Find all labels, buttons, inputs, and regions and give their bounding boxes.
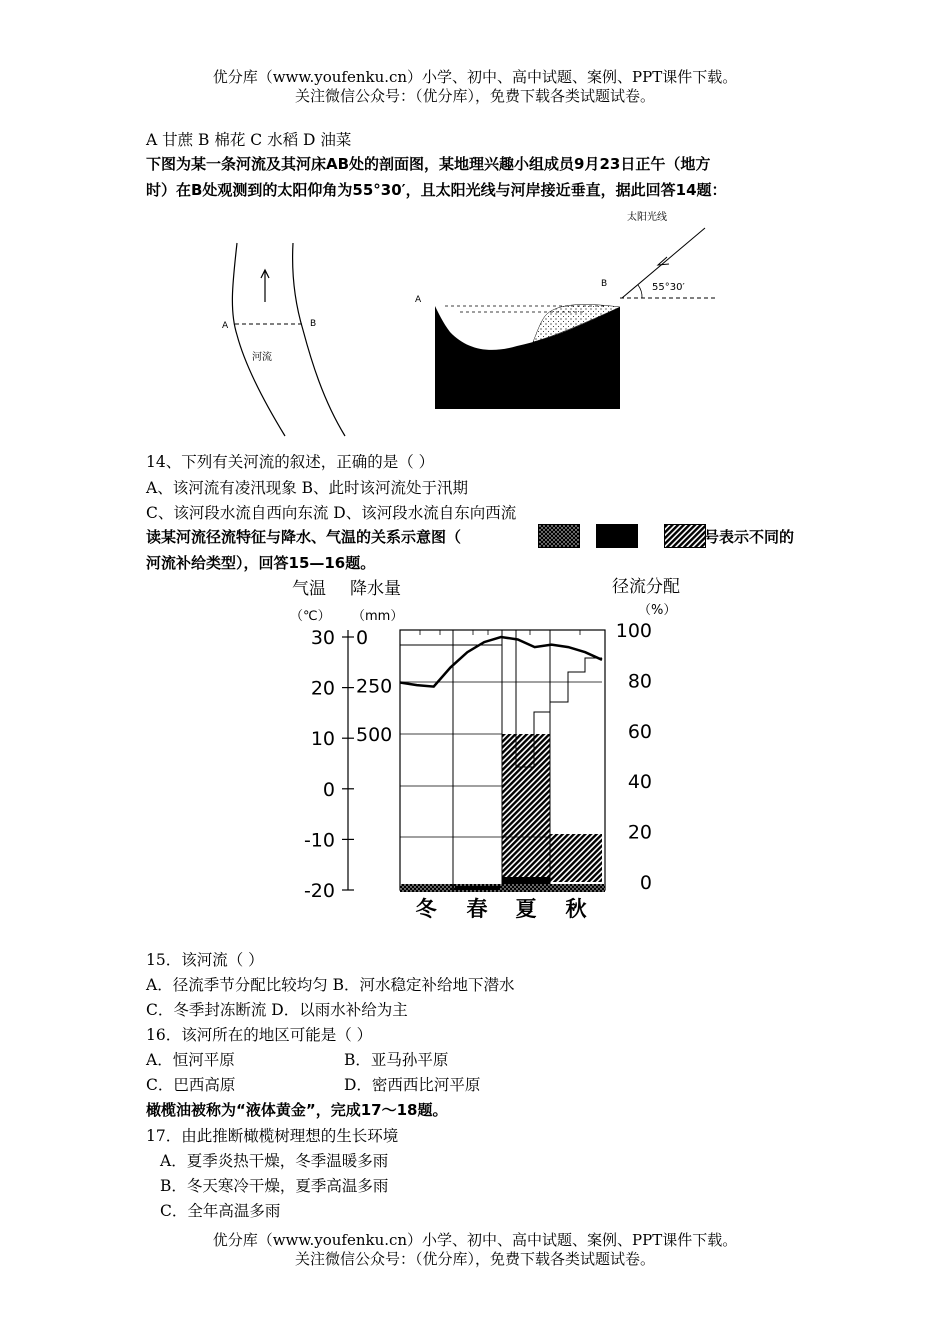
temp-axis-title: 气温: [292, 579, 326, 599]
q14-stem: 14、下列有关河流的叙述，正确的是（ ）: [146, 453, 435, 471]
q15-stem: 15．该河流（ ）: [146, 951, 264, 969]
q15-options-ab: A．径流季节分配比较均匀 B．河水稳定补给地下潜水: [146, 976, 515, 994]
label-sunray: 太阳光线: [627, 212, 667, 223]
page-footer-line1: 优分库（www.youfenku.cn）小学、初中、高中试题、案例、PPT课件下载。: [212, 1231, 738, 1249]
runoff-axis-title: 径流分配: [612, 577, 680, 597]
legend-black-swatch: [596, 524, 638, 548]
runoff-tick-label: 0: [639, 872, 652, 894]
precip-axis-unit: （mm）: [352, 609, 404, 624]
runoff-climate-chart: [280, 572, 680, 922]
precip-tick-label: 0: [356, 627, 369, 649]
label-b: B: [601, 279, 608, 289]
river-profile-figure: [405, 208, 725, 413]
precip-tick-label: 500: [356, 724, 393, 746]
runoff-tick-label: 60: [627, 720, 652, 743]
page-footer-line2: 关注微信公众号：（优分库），免费下载各类试题试卷。: [294, 1250, 655, 1268]
autumn-rain-runoff-bar: [550, 834, 602, 882]
q16-option-d: D．密西西比河平原: [344, 1076, 481, 1094]
label-a: A: [222, 321, 229, 331]
label-b: B: [310, 319, 317, 329]
temp-tick-label: -10: [303, 829, 335, 852]
q13-options: A 甘蔗 B 棉花 C 水稻 D 油菜: [146, 131, 352, 149]
summer-rain-runoff-bar: [502, 734, 550, 882]
q17-intro: 橄榄油被称为“液体黄金”，完成17～18题。: [146, 1101, 448, 1119]
legend-dotted-swatch: [538, 524, 580, 548]
label-angle: 55°30′: [652, 282, 685, 293]
q16-option-b: B．亚马孙平原: [344, 1051, 449, 1069]
precip-tick-label: 250: [356, 675, 393, 698]
river-plan-figure: [215, 240, 355, 440]
runoff-tick-label: 40: [627, 771, 652, 794]
q17-option-c: C．全年高温多雨: [160, 1202, 281, 1220]
q14-intro-line1: 下图为某一条河流及其河床AB处的剖面图，某地理兴趣小组成员9月23日正午（地方: [146, 155, 711, 173]
q17-option-a: A．夏季炎热干燥，冬季温暖多雨: [160, 1152, 389, 1170]
sunray-arrow-icon: [658, 257, 669, 265]
q17-stem: 17．由此推断橄榄树理想的生长环境: [146, 1127, 399, 1145]
precip-axis-title: 降水量: [350, 579, 401, 599]
q16-stem: 16．该河所在的地区可能是（ ）: [146, 1026, 373, 1044]
temp-tick-label: 0: [322, 778, 335, 801]
runoff-axis-unit: （%）: [638, 603, 677, 618]
runoff-tick-label: 80: [627, 670, 652, 693]
q14-options-cd: C、该河段水流自西向东流 D、该河段水流自东向西流: [146, 504, 517, 522]
q15-options-cd: C．冬季封冻断流 D．以雨水补给为主: [146, 1001, 408, 1019]
runoff-tick-label: 20: [627, 821, 652, 844]
season-label: 春: [466, 897, 488, 921]
q16-option-a: A．恒河平原: [146, 1051, 235, 1069]
runoff-tick-label: 100: [615, 620, 652, 642]
temp-axis-unit: （℃）: [290, 609, 331, 624]
season-label: 秋: [565, 897, 587, 921]
q14-options-ab: A、该河流有凌汛现象 B、此时该河流处于汛期: [146, 479, 469, 497]
q14-intro-line2: 时）在B处观测到的太阳仰角为55°30′，且太阳光线与河岸接近垂直，据此回答14题：: [146, 181, 727, 199]
page-header-line2: 关注微信公众号：（优分库），免费下载各类试题试卷。: [294, 87, 655, 105]
q15-intro-line1a: 读某河流径流特征与降水、气温的关系示意图（: [146, 528, 462, 546]
q15-intro-line1b: 号表示不同的: [704, 528, 795, 546]
q17-option-b: B．冬天寒冷干燥，夏季高温多雨: [160, 1177, 389, 1195]
season-label: 冬: [415, 897, 437, 921]
label-river: 河流: [252, 352, 272, 363]
season-label: 夏: [515, 897, 537, 921]
label-a: A: [415, 295, 422, 305]
page-header-line1: 优分库（www.youfenku.cn）小学、初中、高中试题、案例、PPT课件下载。: [212, 68, 738, 86]
legend-hatched-swatch: [664, 524, 706, 548]
summer-black-bar: [502, 877, 550, 885]
q16-option-c: C．巴西高原: [146, 1076, 236, 1094]
q15-intro-line2: 河流补给类型），回答15—16题。: [146, 554, 376, 572]
temp-tick-label: -20: [303, 880, 335, 902]
temp-tick-label: 10: [310, 728, 335, 751]
temp-tick-label: 30: [310, 627, 335, 649]
temp-tick-label: 20: [310, 677, 335, 700]
